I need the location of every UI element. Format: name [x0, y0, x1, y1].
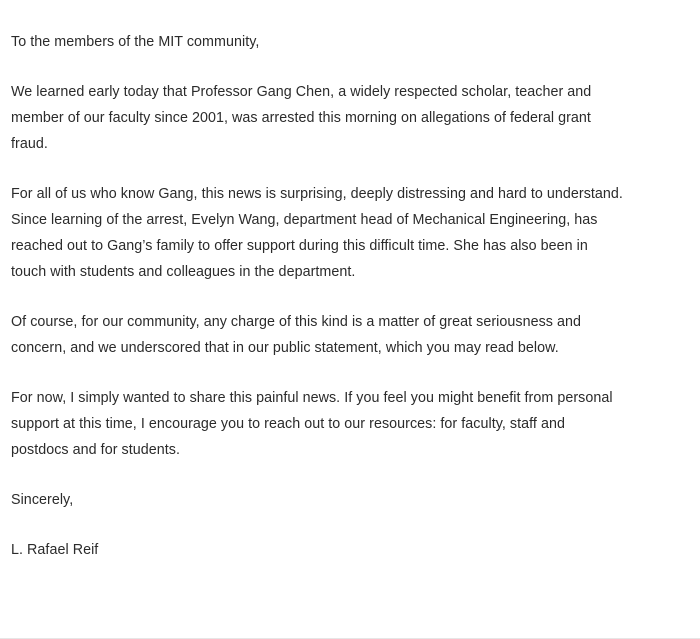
paragraph-line: member of our faculty since 2001, was arrested this morning on allegations of federal grant	[11, 110, 591, 126]
paragraph-line: reached out to Gang’s family to offer support during this difficult time. She has also been in	[11, 238, 588, 254]
salutation	[11, 29, 696, 55]
closing	[11, 487, 696, 513]
paragraph-line: concern, and we underscored that in our public statement, which you may read below.	[11, 340, 559, 356]
paragraph-support	[11, 181, 696, 285]
paragraph-arrest-news	[11, 79, 696, 157]
signature	[11, 537, 696, 563]
paragraph-line: postdocs and for students.	[11, 442, 180, 458]
paragraph-line: For now, I simply wanted to share this painful news. If you feel you might benefit from personal	[11, 390, 613, 406]
paragraph-line: fraud.	[11, 136, 48, 152]
signature-text: L. Rafael Reif	[11, 542, 99, 558]
closing-text: Sincerely,	[11, 492, 74, 508]
paragraph-line: support at this time, I encourage you to reach out to our resources: for faculty, staff and	[11, 416, 565, 432]
paragraph-line: touch with students and colleagues in the department.	[11, 264, 356, 280]
paragraph-line: Since learning of the arrest, Evelyn Wang, department head of Mechanical Engineering, has	[11, 212, 598, 228]
paragraph-line: For all of us who know Gang, this news is surprising, deeply distressing and hard to understand.	[11, 186, 623, 202]
paragraph-public-statement	[11, 309, 696, 361]
salutation-text: To the members of the MIT community,	[11, 34, 260, 50]
paragraph-line: We learned early today that Professor Gang Chen, a widely respected scholar, teacher and	[11, 84, 592, 100]
paragraph-line: Of course, for our community, any charge of this kind is a matter of great seriousness and	[11, 314, 582, 330]
paragraph-resources	[11, 385, 696, 463]
